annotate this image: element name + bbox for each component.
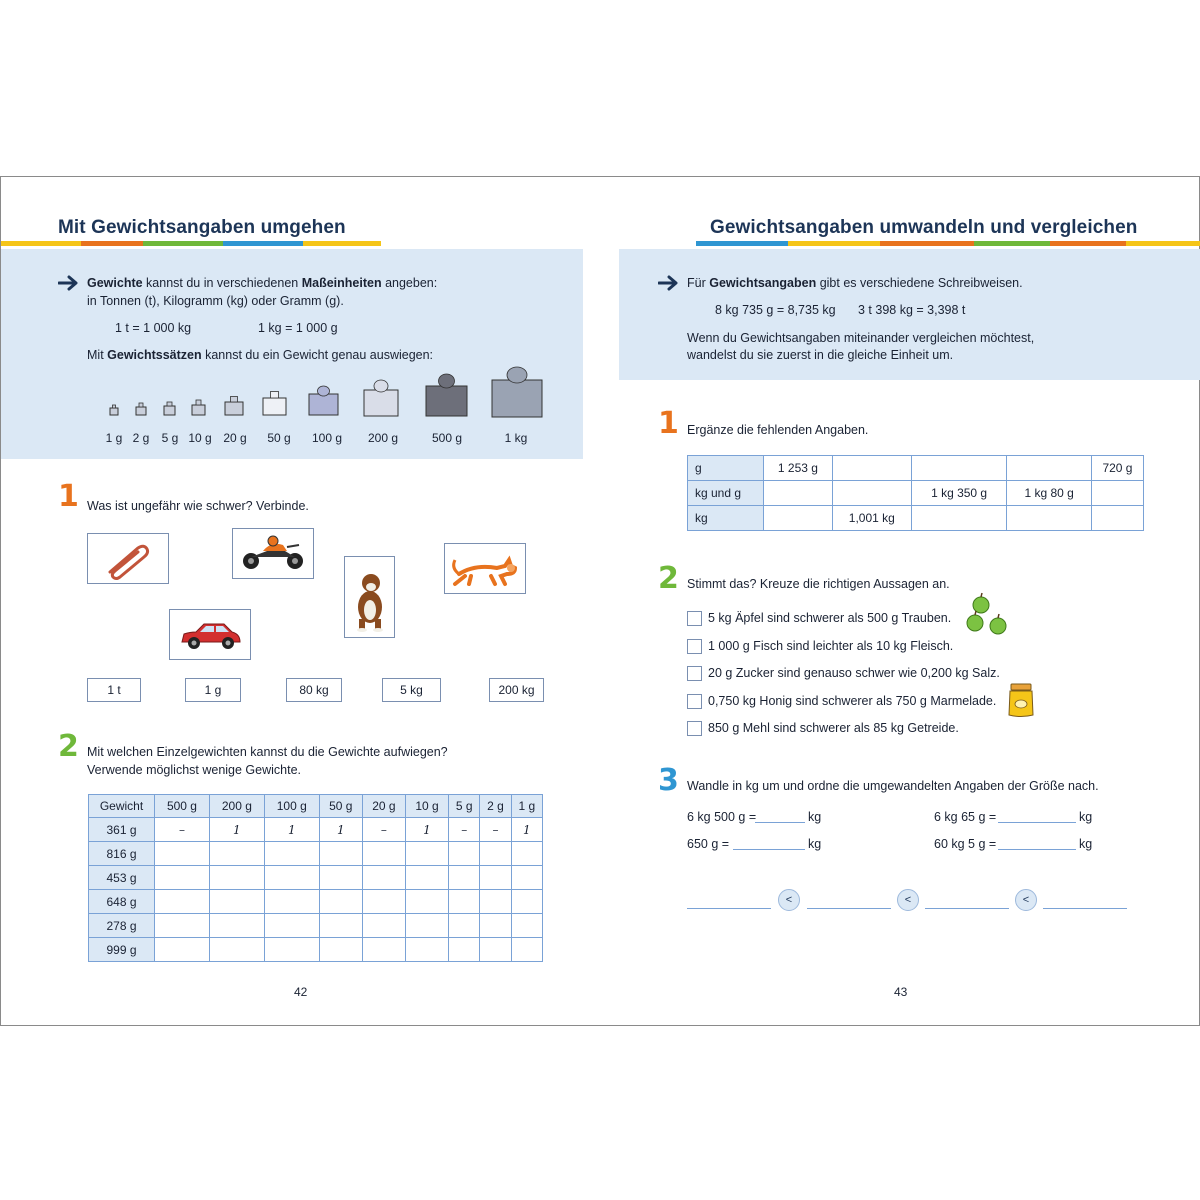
left-page-title: Mit Gewichtsangaben umgehen: [58, 217, 346, 238]
task-number: 1: [58, 479, 79, 514]
statement-checkbox[interactable]: [687, 666, 702, 681]
answer-cell[interactable]: 1: [264, 818, 319, 842]
task-instruction: Mit welchen Einzelgewichten kannst du die Gewichte aufwiegen?: [87, 745, 448, 759]
answer-cell[interactable]: [480, 890, 511, 914]
left-page: [1, 177, 600, 1025]
answer-cell[interactable]: [264, 914, 319, 938]
weight-label: 1 g: [105, 431, 123, 445]
answer-cell[interactable]: [1007, 456, 1091, 481]
answer-cell[interactable]: [764, 481, 833, 506]
answer-cell[interactable]: [911, 456, 1007, 481]
answer-cell[interactable]: 1: [405, 818, 448, 842]
weight-5g-icon: [163, 401, 176, 416]
answer-cell[interactable]: [449, 866, 480, 890]
info-line-3: wandelst du sie zuerst in die gleiche Einheit um.: [687, 348, 954, 362]
info-line-3: Mit Gewichtssätzen kannst du ein Gewicht genau auswiegen:: [87, 348, 434, 362]
row-weight-label: 278 g: [89, 914, 155, 938]
picture-car[interactable]: [169, 609, 251, 660]
task-instruction: Wandle in kg um und ordne die umgewandelten Angaben der Größe nach.: [687, 779, 1099, 793]
honey-jar-icon: [1007, 682, 1037, 718]
right-info-box: [619, 249, 1200, 380]
equation-kilogram: 1 kg = 1 000 g: [258, 321, 338, 335]
weight-500g-icon: [425, 373, 468, 417]
equation-kg: 8 kg 735 g = 8,735 kg: [715, 303, 836, 317]
answer-cell[interactable]: [362, 842, 405, 866]
order-blank[interactable]: [807, 908, 891, 909]
conversion-item: 650 g =: [687, 837, 730, 851]
row-weight-label: 453 g: [89, 866, 155, 890]
car-icon: [170, 610, 250, 659]
arrow-right-icon: [58, 275, 80, 291]
book-spread: [0, 176, 1200, 1026]
weight-label: 500 g: [431, 431, 463, 445]
weight-1kg-icon: [491, 366, 543, 418]
answer-cell[interactable]: [264, 866, 319, 890]
table-header-cell: 50 g: [319, 795, 362, 818]
answer-cell[interactable]: [511, 914, 542, 938]
answer-cell[interactable]: [405, 890, 448, 914]
weight-table: [88, 794, 543, 962]
less-than-symbol: <: [778, 889, 800, 911]
apples-icon: [963, 591, 1011, 637]
answer-cell[interactable]: [209, 938, 264, 962]
task-number: 2: [658, 561, 679, 596]
equation-t: 3 t 398 kg = 3,398 t: [858, 303, 966, 317]
weight-label: 10 g: [188, 431, 212, 445]
answer-cell[interactable]: [362, 914, 405, 938]
answer-cell[interactable]: –: [362, 818, 405, 842]
info-line-2: in Tonnen (t), Kilogramm (kg) oder Gramm (g).: [87, 294, 344, 308]
answer-blank[interactable]: [998, 822, 1076, 823]
task-instruction: Stimmt das? Kreuze die richtigen Aussagen an.: [687, 577, 950, 591]
answer-cell[interactable]: [405, 914, 448, 938]
page-number: 42: [294, 985, 308, 999]
picture-dog[interactable]: [344, 556, 395, 638]
answer-cell[interactable]: [832, 456, 911, 481]
weight-20g-icon: [224, 395, 244, 416]
order-blank[interactable]: [925, 908, 1009, 909]
answer-box[interactable]: 80 kg: [286, 678, 342, 702]
table-header-cell: 20 g: [362, 795, 405, 818]
answer-cell[interactable]: [319, 842, 362, 866]
answer-cell[interactable]: 1,001 kg: [832, 506, 911, 531]
answer-cell[interactable]: [264, 842, 319, 866]
table-header-cell: 10 g: [405, 795, 448, 818]
answer-cell[interactable]: [319, 866, 362, 890]
paperclip-icon: [88, 534, 168, 583]
picture-cat[interactable]: [444, 543, 526, 594]
unit-label: kg: [808, 810, 822, 824]
statement-checkbox[interactable]: [687, 721, 702, 736]
info-line-2: Wenn du Gewichtsangaben miteinander vergleichen möchtest,: [687, 331, 1035, 345]
less-than-symbol: <: [1015, 889, 1037, 911]
table-header-cell: 100 g: [264, 795, 319, 818]
answer-cell[interactable]: –: [480, 818, 511, 842]
weight-10g-icon: [191, 399, 206, 416]
table-row: [89, 938, 543, 962]
weight-100g-icon: [308, 384, 339, 416]
answer-cell[interactable]: [319, 914, 362, 938]
unit-label: kg: [808, 837, 822, 851]
table-row: [688, 481, 1144, 506]
answer-cell[interactable]: 1: [319, 818, 362, 842]
unit-label: kg: [1079, 837, 1093, 851]
table-row: [89, 842, 543, 866]
table-header-cell: 5 g: [449, 795, 480, 818]
answer-cell[interactable]: [480, 914, 511, 938]
answer-cell[interactable]: [362, 890, 405, 914]
answer-cell[interactable]: [1091, 506, 1143, 531]
motorcycle-icon: [233, 529, 313, 578]
task-number: 1: [658, 406, 679, 441]
answer-cell[interactable]: [209, 842, 264, 866]
weight-label: 5 g: [161, 431, 179, 445]
answer-cell[interactable]: [155, 914, 210, 938]
statement-text: 20 g Zucker sind genauso schwer wie 0,200 kg Salz.: [708, 666, 1000, 680]
task-instruction: Ergänze die fehlenden Angaben.: [687, 423, 869, 437]
table-row: [89, 890, 543, 914]
weight-2g-icon: [135, 402, 147, 416]
weight-label: 200 g: [367, 431, 399, 445]
answer-cell[interactable]: [449, 842, 480, 866]
weight-label: 2 g: [132, 431, 150, 445]
task-number: 2: [58, 729, 79, 764]
answer-box[interactable]: 5 kg: [382, 678, 441, 702]
table-row: [89, 866, 543, 890]
row-weight-label: 648 g: [89, 890, 155, 914]
answer-cell[interactable]: [362, 938, 405, 962]
task-instruction: Was ist ungefähr wie schwer? Verbinde.: [87, 499, 309, 513]
answer-cell[interactable]: [832, 481, 911, 506]
answer-cell[interactable]: [405, 938, 448, 962]
row-unit-label: kg und g: [688, 481, 764, 506]
answer-box[interactable]: 1 g: [185, 678, 241, 702]
left-title-stripe: [1, 241, 381, 246]
picture-paperclip[interactable]: [87, 533, 169, 584]
table-header-cell: Gewicht: [89, 795, 155, 818]
equation-tonne: 1 t = 1 000 kg: [115, 321, 192, 335]
answer-cell[interactable]: [1091, 481, 1143, 506]
answer-cell[interactable]: –: [155, 818, 210, 842]
left-info-box: [1, 249, 583, 459]
order-blank[interactable]: [1043, 908, 1127, 909]
answer-cell[interactable]: [209, 866, 264, 890]
conversion-table: [687, 455, 1144, 531]
table-header-cell: 1 g: [511, 795, 542, 818]
answer-cell[interactable]: [319, 938, 362, 962]
answer-cell[interactable]: [480, 866, 511, 890]
statement-text: 5 kg Äpfel sind schwerer als 500 g Trauben.: [708, 611, 952, 625]
table-row: [688, 456, 1144, 481]
table-header-cell: 2 g: [480, 795, 511, 818]
answer-blank[interactable]: [733, 849, 805, 850]
info-line-1: Für Gewichtsangaben gibt es verschiedene Schreibweisen.: [687, 276, 1023, 290]
weight-200g-icon: [363, 379, 399, 417]
answer-cell[interactable]: [405, 866, 448, 890]
cat-icon: [445, 544, 525, 593]
answer-cell[interactable]: [449, 938, 480, 962]
weight-label: 1 kg: [504, 431, 528, 445]
answer-cell[interactable]: [405, 842, 448, 866]
table-row: [89, 818, 543, 842]
weight-1g-icon: [109, 404, 119, 416]
statement-checkbox[interactable]: [687, 611, 702, 626]
less-than-symbol: <: [897, 889, 919, 911]
answer-cell[interactable]: –: [449, 818, 480, 842]
conversion-item: 6 kg 65 g =: [934, 810, 997, 824]
conversion-item: 6 kg 500 g =: [687, 810, 757, 824]
answer-cell[interactable]: [480, 842, 511, 866]
page-number: 43: [894, 985, 908, 999]
statement-text: 1 000 g Fisch sind leichter als 10 kg Fleisch.: [708, 639, 954, 653]
answer-cell[interactable]: 1 kg 350 g: [911, 481, 1007, 506]
answer-cell[interactable]: [511, 938, 542, 962]
weight-label: 20 g: [223, 431, 247, 445]
weight-label: 50 g: [267, 431, 291, 445]
right-title-stripe: [696, 241, 1200, 246]
statement-checkbox[interactable]: [687, 639, 702, 654]
statement-checkbox[interactable]: [687, 694, 702, 709]
answer-cell[interactable]: [449, 914, 480, 938]
answer-cell[interactable]: [449, 890, 480, 914]
row-weight-label: 816 g: [89, 842, 155, 866]
answer-cell[interactable]: [319, 890, 362, 914]
row-unit-label: kg: [688, 506, 764, 531]
order-blank[interactable]: [687, 908, 771, 909]
task-number: 3: [658, 763, 679, 798]
answer-cell[interactable]: 1: [511, 818, 542, 842]
statement-text: 0,750 kg Honig sind schwerer als 750 g Marmelade.: [708, 694, 997, 708]
answer-cell[interactable]: [1007, 506, 1091, 531]
answer-cell[interactable]: [155, 938, 210, 962]
table-header-cell: 500 g: [155, 795, 210, 818]
answer-cell[interactable]: 1: [209, 818, 264, 842]
task-instruction: Verwende möglichst wenige Gewichte.: [87, 763, 302, 777]
answer-cell[interactable]: [209, 890, 264, 914]
answer-cell[interactable]: [911, 506, 1007, 531]
weight-50g-icon: [262, 390, 287, 416]
answer-cell[interactable]: [209, 914, 264, 938]
answer-cell[interactable]: 1 253 g: [764, 456, 833, 481]
row-weight-label: 361 g: [89, 818, 155, 842]
table-row: [688, 506, 1144, 531]
right-page-title: Gewichtsangaben umwandeln und vergleichen: [710, 217, 1138, 238]
right-page: [601, 177, 1200, 1025]
answer-cell[interactable]: [264, 938, 319, 962]
answer-blank[interactable]: [998, 849, 1076, 850]
answer-cell[interactable]: 1 kg 80 g: [1007, 481, 1091, 506]
answer-cell[interactable]: [155, 890, 210, 914]
row-unit-label: g: [688, 456, 764, 481]
answer-cell[interactable]: [155, 842, 210, 866]
answer-cell[interactable]: [511, 890, 542, 914]
answer-cell[interactable]: [511, 842, 542, 866]
weight-label: 100 g: [311, 431, 343, 445]
answer-cell[interactable]: [764, 506, 833, 531]
unit-label: kg: [1079, 810, 1093, 824]
answer-cell[interactable]: [362, 866, 405, 890]
answer-cell[interactable]: [511, 866, 542, 890]
row-weight-label: 999 g: [89, 938, 155, 962]
answer-cell[interactable]: [155, 866, 210, 890]
statement-text: 850 g Mehl sind schwerer als 85 kg Getreide.: [708, 721, 959, 735]
answer-box[interactable]: 200 kg: [489, 678, 544, 702]
table-header-cell: 200 g: [209, 795, 264, 818]
picture-motorcycle[interactable]: [232, 528, 314, 579]
answer-cell[interactable]: [264, 890, 319, 914]
answer-cell[interactable]: 720 g: [1091, 456, 1143, 481]
info-line-1: Gewichte kannst du in verschiedenen Maßeinheiten angeben:: [87, 276, 438, 290]
dog-icon: [345, 557, 394, 637]
answer-blank[interactable]: [755, 822, 805, 823]
answer-cell[interactable]: [480, 938, 511, 962]
table-row: [89, 914, 543, 938]
arrow-right-icon: [658, 275, 680, 291]
conversion-item: 60 kg 5 g =: [934, 837, 997, 851]
answer-box[interactable]: 1 t: [87, 678, 141, 702]
